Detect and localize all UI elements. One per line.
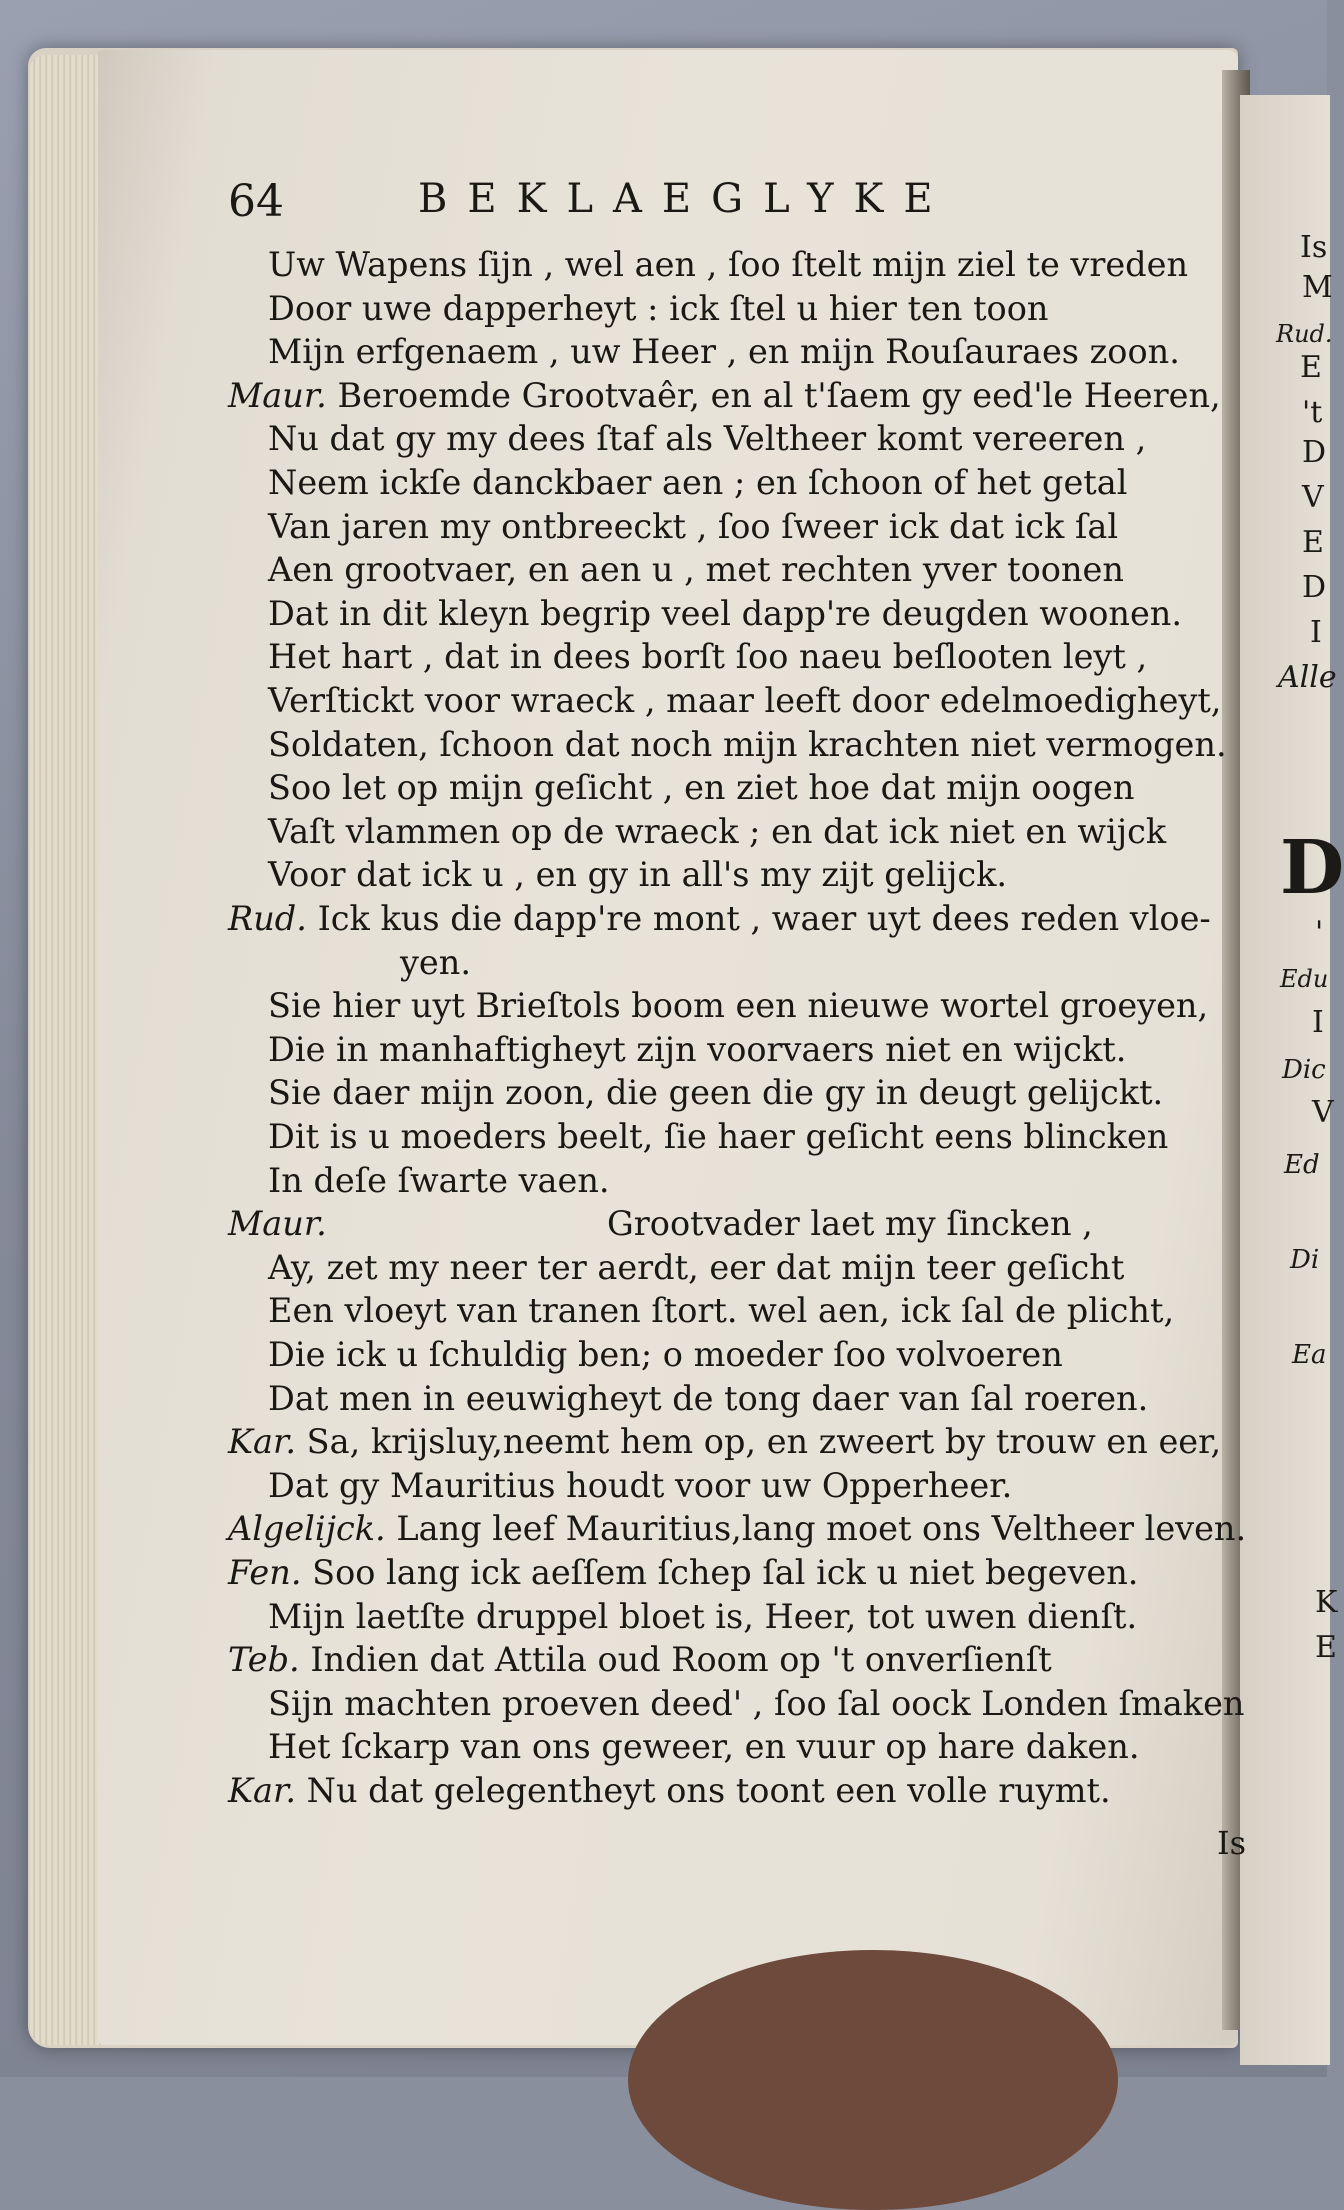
speaker-name: Algelijck. (228, 1509, 386, 1549)
speaker-name: Maur. (228, 1204, 327, 1244)
facing-fragment: Is (1300, 230, 1328, 265)
line-text: Dat men in eeuwigheyt de tong daer van ſal roeren. (268, 1378, 1149, 1418)
line-text: Soldaten, ſchoon dat noch mijn krachten niet vermogen. (268, 724, 1227, 764)
line-text: Nu dat gelegentheyt ons toont een volle ruymt. (306, 1771, 1111, 1810)
line-text: Sa, krijsluy,neemt hem op, en zweert by trouw en eer, (306, 1422, 1222, 1462)
line-text: Mijn erfgenaem , uw Heer , en mijn Rouſauraes zoon. (268, 332, 1180, 372)
line-text: Verſtickt voor wraeck , maar leeft door edelmoedigheyt, (268, 681, 1222, 720)
speech-line (228, 899, 1211, 939)
line-text: Dat gy Mauritius houdt voor uw Opperheer. (268, 1465, 1013, 1505)
facing-fragment: Alle (1278, 660, 1337, 695)
verse-line (268, 681, 1221, 721)
facing-fragment: E (1315, 1630, 1337, 1665)
line-text: Het ſckarp van ons geweer, en vuur op hare daken. (268, 1727, 1140, 1767)
page-header (228, 168, 1108, 238)
speaker-name: Kar. (228, 1422, 296, 1462)
verse-line (268, 1597, 1137, 1637)
line-text: Door uwe dapperheyt : ick ſtel u hier ten toon (268, 288, 1049, 328)
verse-line (268, 812, 1166, 852)
verse-line (268, 986, 1208, 1026)
line-text: Dit is u moeders beelt, ſie haer geſicht eens blincken (268, 1117, 1169, 1156)
line-text: Ay, zet my neer ter aerdt, eer dat mijn teer geſicht (268, 1247, 1125, 1287)
verse-line (268, 419, 1146, 459)
verse-line (268, 1466, 1012, 1506)
line-text: Uw Wapens ſijn , wel aen , ſoo ſtelt mijn ziel te vreden (268, 245, 1189, 284)
facing-fragment: I (1312, 1005, 1324, 1040)
line-text: Het hart , dat in dees borſt ſoo naeu beſlooten leyt , (268, 637, 1148, 677)
page-number: 64 (228, 176, 284, 227)
verse-line (268, 1684, 1244, 1724)
speaker-name: Maur. (228, 375, 327, 415)
facing-drop-capital: D (1280, 825, 1344, 911)
speaker-name: Fen. (228, 1553, 302, 1592)
line-text: Sijn machten proeven deed' , ſoo ſal oock Londen ſmaken (268, 1683, 1245, 1723)
speech-line (228, 1509, 1246, 1549)
facing-fragment: Edu (1280, 965, 1329, 993)
facing-fragment: E (1302, 525, 1324, 560)
line-text: Mijn laetſte druppel bloet is, Heer, tot uwen dienſt. (268, 1596, 1138, 1636)
line-text: yen. (400, 942, 471, 982)
facing-fragment: Ed (1284, 1150, 1320, 1180)
line-text: Beroemde Grootvaêr, en al t'ſaem gy eed'le Heeren, (337, 375, 1221, 415)
line-text: Die ick u ſchuldig ben; o moeder ſoo volvoeren (268, 1335, 1063, 1374)
verse-line (268, 855, 1007, 895)
speech-line (228, 1553, 1138, 1593)
speaker-name: Teb. (228, 1640, 300, 1680)
speaker-name: Rud. (228, 899, 307, 938)
facing-fragment: Dic (1282, 1055, 1326, 1085)
verse-line (268, 594, 1182, 634)
verse-line (268, 550, 1124, 590)
line-text: Dat in dit kleyn begrip veel dapp're deugden woonen. (268, 593, 1183, 633)
line-text: Sie hier uyt Brieſtols boom een nieuwe wortel groeyen, (268, 986, 1209, 1026)
speech-line (228, 376, 1221, 416)
facing-fragment: D (1302, 570, 1327, 605)
verse-line (268, 245, 1188, 285)
facing-fragment: Ea (1292, 1340, 1327, 1370)
speech-line (228, 1422, 1221, 1462)
facing-fragment: V (1302, 480, 1324, 515)
catchword: Is (1217, 1824, 1247, 1862)
verse-line (268, 637, 1147, 677)
thumb-holding-page (628, 1950, 1118, 2210)
verse-line (268, 1030, 1126, 1070)
verse-line (268, 1117, 1168, 1157)
line-text: Grootvader laet my ſincken , (607, 1204, 1093, 1244)
verse-line (400, 943, 471, 983)
line-text: Lang leef Mauritius,lang moet ons Veltheer leven. (396, 1509, 1247, 1549)
verse-line (268, 1335, 1063, 1375)
line-text: Voor dat ick u , en gy in all's my zijt gelijck. (268, 855, 1008, 895)
facing-fragment: I (1310, 615, 1322, 650)
line-text: Neem ickſe danckbaer aen ; en ſchoon of het getal (268, 463, 1128, 502)
facing-fragment: V (1312, 1095, 1334, 1130)
line-text: Aen grootvaer, en aen u , met rechten yver toonen (268, 550, 1124, 590)
facing-page-edge (1240, 95, 1344, 2065)
facing-fragment: 't (1302, 395, 1323, 430)
running-head: BEKLAEGLYKE (418, 176, 953, 222)
verse-line (268, 1248, 1124, 1288)
speech-line (228, 1204, 1093, 1244)
verse-line (268, 463, 1127, 503)
facing-fragment: ' (1315, 915, 1324, 950)
facing-fragment: M (1302, 270, 1333, 305)
verse-line (268, 768, 1134, 808)
facing-fragment: Di (1290, 1245, 1320, 1275)
line-text: Vaſt vlammen op de wraeck ; en dat ick niet en wijck (268, 811, 1167, 851)
line-text: Sie daer mijn zoon, die geen die gy in deugt gelijckt. (268, 1073, 1164, 1113)
verse-line (268, 1291, 1174, 1331)
line-text: Ick kus die dapp're mont , waer uyt dees reden vloe- (317, 899, 1211, 938)
verse-line (268, 1379, 1148, 1419)
facing-fragment: Rud. (1276, 320, 1333, 348)
line-text: Die in manhaftigheyt zijn voorvaers niet en wijckt. (268, 1029, 1127, 1069)
verse-line (268, 332, 1180, 372)
speech-line (228, 1771, 1111, 1811)
verse-line (268, 725, 1227, 765)
verse-line (268, 289, 1048, 329)
verse-line (268, 507, 1118, 547)
verse-line (268, 1727, 1139, 1767)
line-text: In deſe ſwarte vaen. (268, 1160, 610, 1200)
speaker-name: Kar. (228, 1771, 296, 1810)
line-text: Indien dat Attila oud Room op 't onverſienſt (310, 1640, 1052, 1680)
line-text: Van jaren my ontbreeckt , ſoo ſweer ick dat ick ſal (268, 506, 1119, 546)
line-text: Soo lang ick aeſſem ſchep ſal ick u niet begeven. (312, 1553, 1139, 1592)
verse-line (268, 1161, 610, 1201)
facing-fragment: D (1302, 435, 1327, 470)
speech-line (228, 1640, 1052, 1680)
facing-fragment: K (1315, 1585, 1338, 1620)
line-text: Soo let op mijn geſicht , en ziet hoe dat mijn oogen (268, 768, 1135, 808)
line-text: Een vloeyt van tranen ſtort. wel aen, ick ſal de plicht, (268, 1291, 1175, 1331)
verse-line (268, 1073, 1163, 1113)
facing-fragment: E (1300, 350, 1322, 385)
line-text: Nu dat gy my dees ſtaf als Veltheer komt vereeren , (268, 419, 1147, 459)
